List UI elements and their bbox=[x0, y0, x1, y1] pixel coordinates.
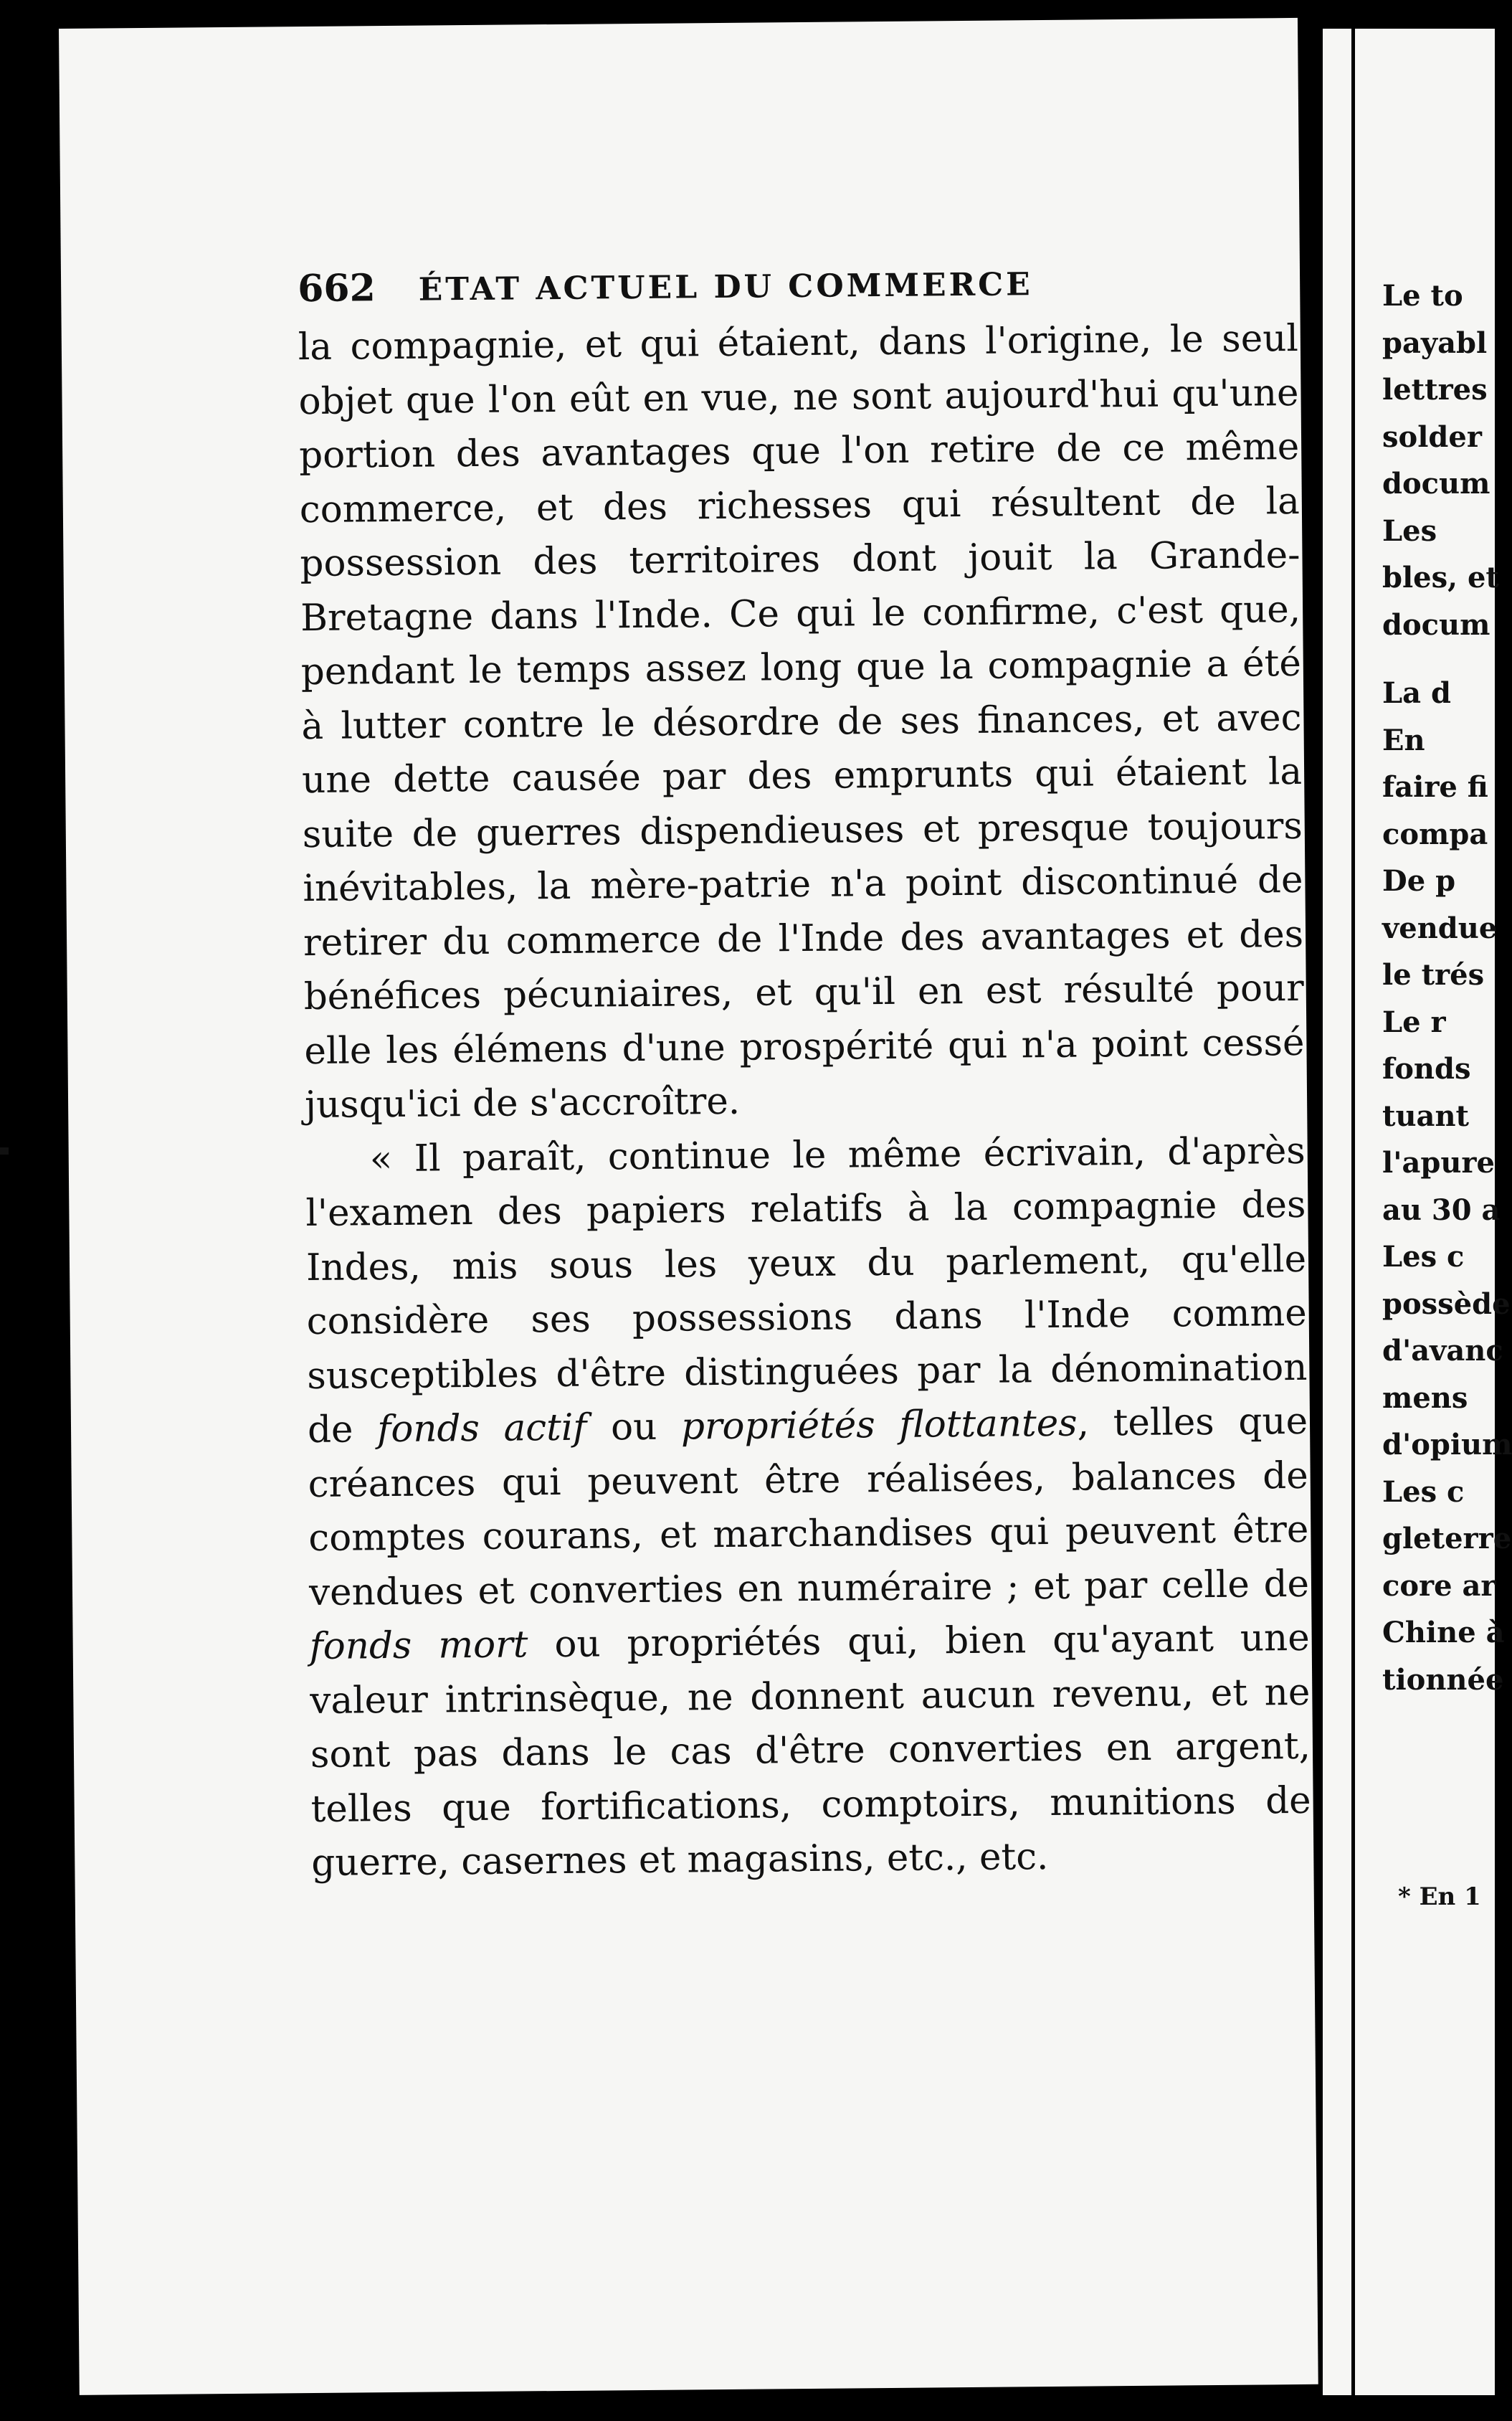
right-page-line bbox=[1382, 648, 1504, 670]
right-page-line: tionnée bbox=[1382, 1662, 1504, 1697]
right-page-line: core ar bbox=[1382, 1568, 1496, 1603]
running-head-title: ÉTAT ACTUEL DU COMMERCE bbox=[418, 266, 1033, 308]
right-page-line: Le to bbox=[1382, 279, 1463, 313]
running-head bbox=[298, 260, 1158, 311]
right-page-line: vendue bbox=[1382, 911, 1498, 945]
right-page-line: au 30 a bbox=[1382, 1193, 1501, 1227]
right-page-line: possède bbox=[1382, 1287, 1511, 1321]
text-run: , telles que créances qui peuvent être réalisées, balances de comptes courans, et marchandises qui peuvent être vendues et converties en numéraire ; et par celle de bbox=[308, 1399, 1310, 1614]
right-page-line: Les bbox=[1382, 513, 1437, 548]
right-page-line: docum bbox=[1382, 607, 1490, 642]
scan-mark bbox=[0, 1147, 9, 1155]
italic-term: fonds actif bbox=[376, 1406, 587, 1451]
text-run: « Il paraît, continue le même écrivain, d'après l'examen des papiers relatifs à la compagnie des Indes, mis sous les yeux du parlement, qu'elle considère ses possessions dans l'Inde comme susceptibles d'être distinguées par la dénomination de bbox=[305, 1129, 1308, 1452]
right-page-line: l'apure bbox=[1382, 1146, 1495, 1180]
right-page-line: En bbox=[1382, 723, 1425, 757]
right-page-line: mens bbox=[1382, 1380, 1468, 1415]
right-page-line: Les c bbox=[1382, 1240, 1465, 1274]
right-page-line: faire fi bbox=[1382, 770, 1488, 804]
right-page-line: solder bbox=[1382, 420, 1482, 454]
right-page-line: le trés bbox=[1382, 958, 1485, 992]
right-page-line: docum bbox=[1382, 467, 1490, 501]
right-page-line: gleterre bbox=[1382, 1522, 1512, 1555]
right-page-line: La d bbox=[1382, 676, 1451, 710]
right-page-line: Le r bbox=[1382, 1005, 1446, 1039]
paragraph-1: la compagnie, et qui étaient, dans l'origine, le seul objet que l'on eût en vue, ne sont aujourd'hui qu'une portion des avantages que l'on retire de ce même commerce, et des richesses qui résultent de la possession des territoires dont jouit la Grande-Bretagne dans l'Inde. Ce qui le confirme, c'est que, pendant le temps assez long que la compagnie a été à lutter contre le désordre de ses finances, et avec une dette causée par des emprunts qui étaient la suite de guerres dispendieuses et presque toujours inévitables, la mère-patrie n'a point discontinué de retirer du commerce de l'Inde des avantages et des bénéfices pécuniaires, et qu'il en est résulté pour elle les élémens d'une prospérité qui n'a point cessé jusqu'ici de s'accroître. bbox=[298, 316, 1305, 1127]
body-text bbox=[298, 312, 1312, 1891]
right-page-line: tuant bbox=[1382, 1099, 1470, 1133]
right-page-footnote: * En 1 bbox=[1398, 1882, 1481, 1911]
right-page-line: Les c bbox=[1382, 1474, 1465, 1509]
text-run: ou propriétés qui, bien qu'ayant une valeur intrinsèque, ne donnent aucun revenu, et ne sont pas dans le cas d'être converties en argent, telles que fortifications, comptoirs, munitions de guerre, casernes et magasins, etc., etc. bbox=[310, 1616, 1311, 1885]
right-page-line: d'opium bbox=[1382, 1428, 1512, 1461]
right-page-line: De p bbox=[1382, 864, 1456, 898]
italic-term: propriétés flottantes bbox=[680, 1401, 1078, 1449]
right-page-line: lettres bbox=[1382, 373, 1488, 407]
page-number: 662 bbox=[297, 266, 376, 311]
right-page-line: payabl bbox=[1382, 326, 1488, 360]
left-page bbox=[59, 18, 1318, 2395]
paragraph-2 bbox=[305, 1124, 1311, 1890]
italic-term: fonds mort bbox=[309, 1623, 528, 1669]
right-page-line: compa bbox=[1382, 817, 1488, 851]
right-page-line: d'avanc bbox=[1382, 1334, 1503, 1368]
right-page-line: Chine à bbox=[1382, 1616, 1505, 1649]
right-page-text bbox=[1382, 273, 1512, 1703]
page-gutter bbox=[1351, 14, 1355, 2410]
right-page-line: bles, et bbox=[1382, 561, 1499, 594]
right-page-line: fonds bbox=[1382, 1052, 1471, 1086]
text-run: ou bbox=[586, 1405, 682, 1449]
